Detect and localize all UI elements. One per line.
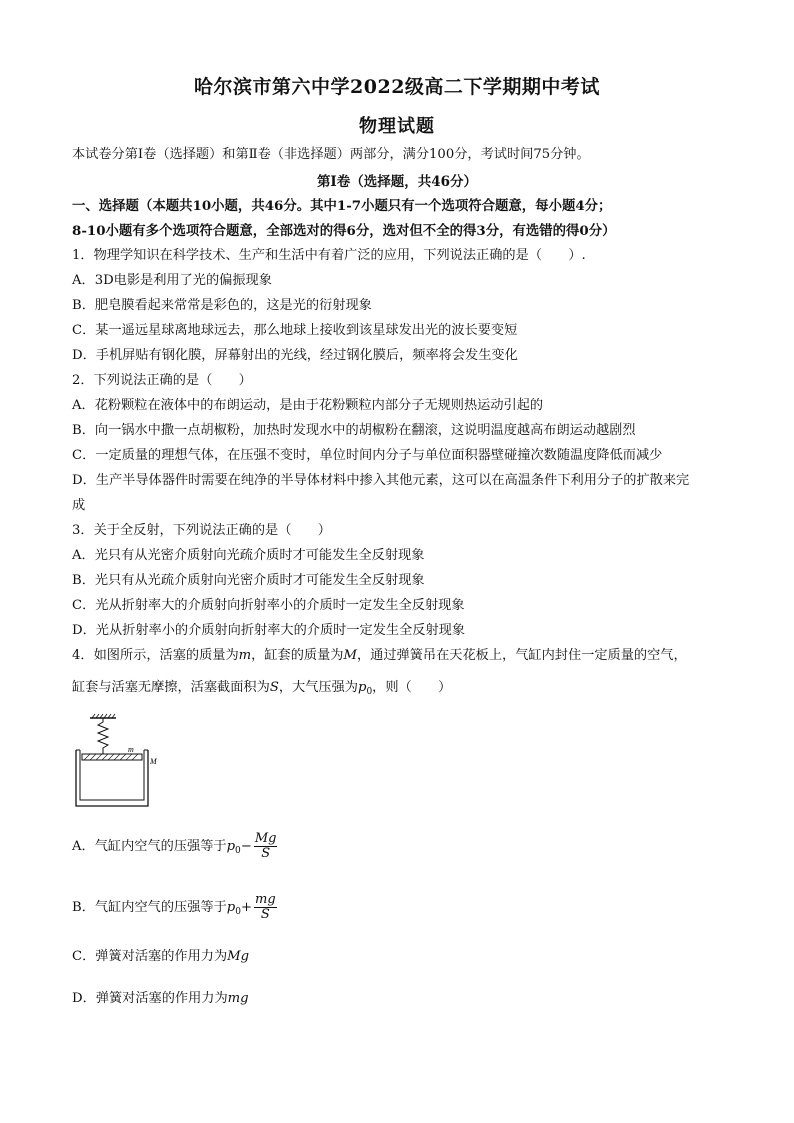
figure-label-M: M: [150, 757, 157, 766]
q4-option-a: [72, 832, 737, 866]
q2-option-a: A．花粉颗粒在液体中的布朗运动，是由于花粉颗粒内部分子无规则热运动引起的: [72, 398, 544, 413]
q1-option-d: D．手机屏贴有钢化膜，屏幕射出的光线，经过钢化膜后，频率将会发生变化: [72, 348, 518, 363]
q4-option-a-op: −: [240, 839, 252, 854]
q4-option-b-sub: 0: [235, 907, 241, 917]
q2-option-c: C．一定质量的理想气体，在压强不变时，单位时间内分子与单位面积器壁碰撞次数随温度降低而减少: [72, 448, 663, 463]
q1-option-c: C．某一遥远星球离地球远去，那么地球上接收到该星球发出光的波长要变短: [72, 323, 518, 338]
q4-stem-line1: [72, 647, 737, 665]
q1-option-b: B．肥皂膜看起来常常是彩色的，这是光的衍射现象: [72, 298, 372, 313]
q1-option-a: A．3D电影是利用了光的偏振现象: [72, 273, 272, 288]
q4-option-a-label: A．气缸内空气的压强等于: [72, 839, 227, 854]
q4-stem-line2-part3: ，则（ ）: [372, 680, 452, 695]
q4-var-M: M: [343, 648, 357, 663]
q4-var-p0-sub: 0: [366, 687, 373, 697]
q4-option-a-p: p: [226, 839, 236, 854]
q4-option-c-label: C．弹簧对活塞的作用力为: [72, 949, 228, 964]
section-instruction-line2: 8-10小题有多个选项符合题意，全部选对的得6分，选对但不全的得3分，有选错的得0分）: [72, 223, 616, 239]
q4-stem-part3: ，通过弹簧吊在天花板上，气缸内封住一定质量的空气，: [356, 648, 687, 663]
q4-stem-line2: [72, 679, 737, 701]
q4-var-p0: p: [357, 680, 367, 695]
q4-option-b-num: mg: [255, 892, 276, 907]
q4-option-a-sub: 0: [235, 846, 241, 856]
q4-option-a-fraction: [254, 832, 278, 861]
q4-option-b-label: B．气缸内空气的压强等于: [72, 900, 227, 915]
q4-option-a-num: Mg: [254, 831, 277, 846]
q4-option-d-val: mg: [227, 991, 249, 1006]
intro-text: 本试卷分第Ⅰ卷（选择题）和第Ⅱ卷（非选择题）两部分，满分100分，考试时间75分钟。: [72, 147, 590, 162]
q3-stem: 3．关于全反射，下列说法正确的是（ ）: [72, 523, 331, 538]
q4-option-b: [72, 893, 737, 927]
q4-option-b-p: p: [226, 900, 236, 915]
exam-subtitle: 物理试题: [359, 116, 435, 137]
q4-option-c-val: Mg: [227, 949, 250, 964]
q2-option-d: D．生产半导体器件时需要在纯净的半导体材料中掺入其他元素，这可以在高温条件下利用分子的扩散来完: [72, 473, 690, 488]
section-instruction-line1: 一、选择题（本题共10小题，共46分。其中1-7小题只有一个选项符合题意，每小题4分；: [72, 198, 612, 214]
q4-var-S: S: [269, 680, 279, 695]
section-heading: 第Ⅰ卷（选择题，共46分）: [316, 174, 478, 190]
q3-option-a: A．光只有从光密介质射向光疏介质时才可能发生全反射现象: [72, 548, 425, 563]
q4-option-c: [72, 948, 737, 966]
q4-stem-line2-part1: 缸套与活塞无摩擦，活塞截面积为: [72, 680, 270, 695]
q4-option-b-fraction: [254, 893, 277, 922]
figure-label-m: m: [128, 745, 134, 754]
q2-stem: 2．下列说法正确的是（ ）: [72, 373, 252, 388]
q4-option-b-op: +: [240, 900, 253, 915]
cylinder-spring-figure: [70, 712, 170, 812]
q4-option-b-den: S: [260, 907, 270, 922]
q4-option-a-den: S: [261, 846, 271, 861]
q2-option-d-cont: 成: [72, 498, 86, 513]
q4-stem-line2-part2: ，大气压强为: [278, 680, 358, 695]
q4-option-d: [72, 990, 737, 1008]
q3-option-c: C．光从折射率大的介质射向折射率小的介质时一定发生全反射现象: [72, 598, 465, 613]
q4-var-m: m: [238, 648, 252, 663]
q3-option-b: B．光只有从光疏介质射向光密介质时才可能发生全反射现象: [72, 573, 425, 588]
q4-stem-part1: 4．如图所示，活塞的质量为: [72, 648, 239, 663]
q2-option-b: B．向一锅水中撒一点胡椒粉，加热时发现水中的胡椒粉在翻滚，这说明温度越高布朗运动越剧烈: [72, 423, 636, 438]
q3-option-d: D．光从折射率小的介质射向折射率大的介质时一定发生全反射现象: [72, 623, 466, 638]
q1-stem: 1．物理学知识在科学技术、生产和生活中有着广泛的应用，下列说法正确的是（ ）.: [72, 248, 586, 263]
q4-stem-part2: ，缸套的质量为: [251, 648, 344, 663]
exam-title: 哈尔滨市第六中学2022级高二下学期期中考试: [194, 76, 600, 98]
q4-option-d-label: D．弹簧对活塞的作用力为: [72, 991, 228, 1006]
